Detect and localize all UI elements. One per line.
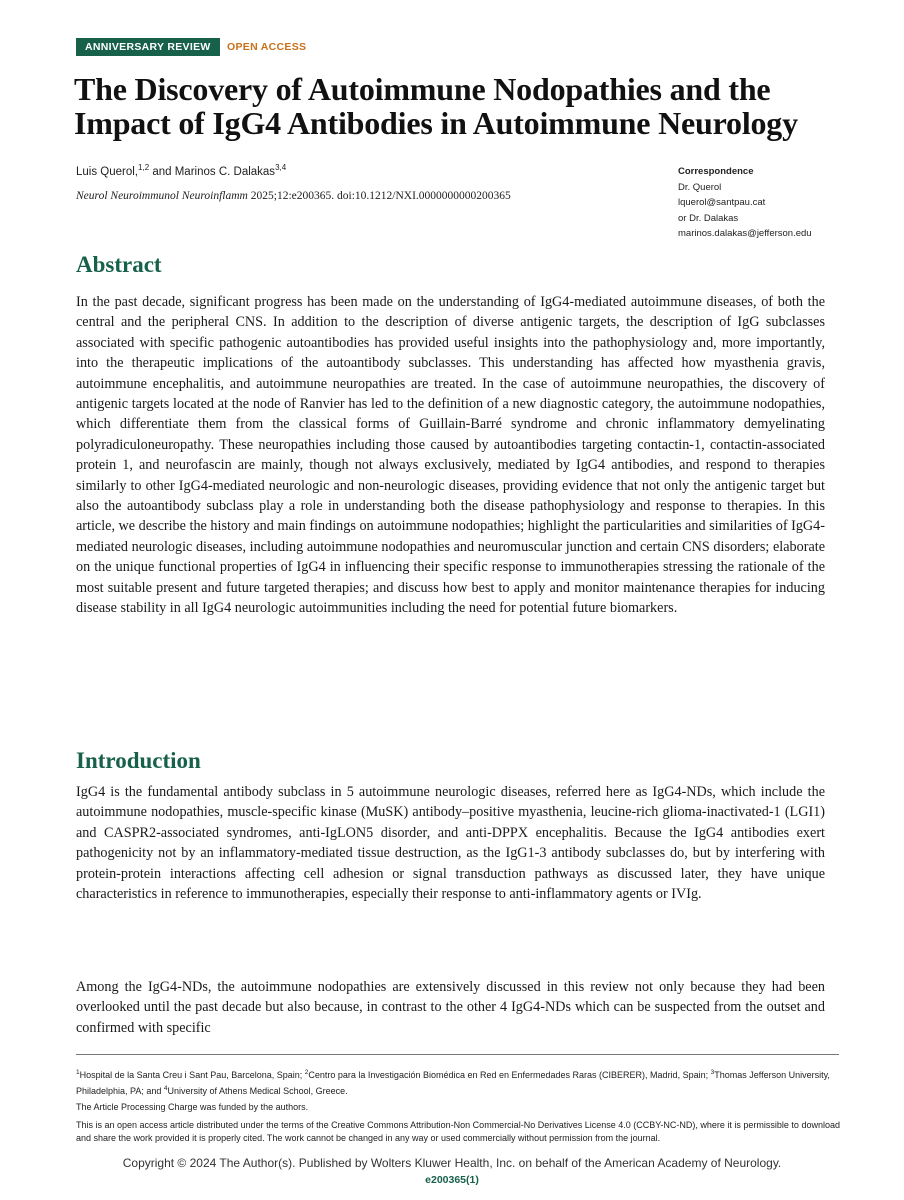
introduction-paragraph: IgG4 is the fundamental antibody subclass in 5 autoimmune neurologic diseases, referred here as IgG4-NDs, which include the autoimmune nodopathies, muscle-specific kinase (MuSK) antibody–positive myasthenia, leucine-rich glioma-inactivated-1 (LGI1) and CASPR2-associated syndromes, anti-IgLON5 disorder, and anti-DPPX encephalitis. Because the IgG4 antibodies exert pathogenicity not by an inflammatory-mediated tissue destruction, as the IgG1-3 antibody subclasses do, but by interfering with protein-protein interactions affecting cell adhesion or signal transduction pathways as discussed later, they have unique characteristics in reference to immunotherapies, especially their response to anti-inflammatory agents or IVIg. [76,784,825,903]
citation-details[interactable]: 2025;12:e200365. doi:10.1212/NXI.0000000000200365 [247,190,511,202]
copyright-notice: Copyright © 2024 The Author(s). Published by Wolters Kluwer Health, Inc. on behalf of the American Academy of Neurology. [122,1156,782,1170]
article-title: The Discovery of Autoimmune Nodopathies and the Impact of IgG4 Antibodies in Autoimmune Neurology [74,71,798,141]
affiliation-text: University of Athens Medical School, Greece. [167,1086,348,1096]
correspondence-box [678,164,878,242]
affiliation-text: Centro para la Investigación Biomédica en Red en Enfermedades Raras (CIBERER), Madrid, Spain; [308,1070,711,1080]
abstract-paragraph: In the past decade, significant progress has been made on the understanding of IgG4-mediated autoimmune diseases, of both the central and the peripheral CNS. In addition to the description of diverse antigenic targets, the description of IgG subclasses associated with specific pathogenic autoantibodies has provided useful insights into the pathophysiology and, more importantly, into the therapeutic implications of the autoantibody subclasses. This understanding has affected how myasthenia gravis, autoimmune encephalitis, and autoimmune neuropathies are treated. In the case of autoimmune neuropathies, the discovery of antigenic targets located at the node of Ranvier has led to the definition of a new diagnostic category, the autoimmune nodopathies, which differentiate them from the classical forms of Guillain-Barré syndrome and chronic inflammatory demyelinating polyradiculoneuropathy. These neuropathies including those caused by autoantibodies targeting contactin-1, contactin-associated protein 1, and neurofascin are mainly, though not always exclusively, mediated by IgG4 antibodies, and respond to therapies similarly to other IgG4-mediated neurologic and non-neurologic diseases, providing evidence that not only the antigenic target but also the autoantibody subclass play a role in understanding both the disease pathophysiology and response to therapies. In this article, we describe the history and main findings on autoimmune nodopathies; highlight the particularities and similarities of IgG4-mediated neurologic diseases, including autoimmune nodopathies and neuromuscular junction and certain CNS disorders; elaborate on the unique functional properties of IgG4 in influencing their specific response to immunotherapies stressing the rationale of the most suitable present and future targeted therapies; and discuss how best to apply and monitor maintenance therapies for inducing disease stability in all IgG4 neurologic autoimmunities including the need for potential future biomarkers. [76,294,825,617]
correspondence-heading: Correspondence [678,166,754,177]
correspondence-name: Dr. Querol [678,181,722,193]
apc-footnote: The Article Processing Charge was funded by the authors. [76,1102,309,1112]
citation-line [76,190,511,202]
abstract-heading: Abstract [76,252,162,277]
article-type-badge: ANNIVERSARY REVIEW [76,38,220,56]
author-name[interactable]: Luis Querol, [76,165,139,178]
correspondence-email-link[interactable]: marinos.dalakas@jefferson.edu [678,228,812,239]
affiliation-marker: 3 [710,1069,715,1076]
open-access-label: OPEN ACCESS [227,41,307,53]
affiliation-text: Thomas Jefferson University, Philadelphia, PA; and [76,1070,830,1096]
affiliations-footnote [76,1066,846,1098]
affiliation-marker: 4 [163,1085,168,1092]
affiliation-marker: 2 [304,1069,309,1076]
footnote-divider [76,1054,839,1055]
author-conjunction: and [149,165,175,178]
affiliation-marker: 1 [76,1069,80,1076]
journal-name: Neurol Neuroimmunol Neuroinflamm [76,190,248,202]
introduction-heading: Introduction [76,748,201,773]
correspondence-email-link[interactable]: lquerol@santpau.cat [678,197,766,208]
affiliation-text: Hospital de la Santa Creu i Sant Pau, Barcelona, Spain; [79,1070,305,1080]
correspondence-name: or Dr. Dalakas [678,212,739,224]
license-footnote: This is an open access article distributed under the terms of the Creative Commons Attribution-Non Commercial-No Derivatives License 4.0 (CCBY-NC-ND), where it is permissible to download and share the work provided it is properly cited. The work cannot be changed in any way or used commercially without permission from the journal. [76,1120,840,1143]
author-list [76,163,286,178]
introduction-paragraph: Among the IgG4-NDs, the autoimmune nodopathies are extensively discussed in this review not only because they had been overlooked until the past decade but also because, in contrast to the other 4 IgG4-NDs which can be suspected from the outset and confirmed with specific [76,979,825,1036]
affiliation-marker: 3,4 [275,163,287,172]
author-name[interactable]: Marinos C. Dalakas [174,165,276,178]
page-number: e200365(1) [425,1174,479,1186]
affiliation-marker: 1,2 [138,163,150,172]
